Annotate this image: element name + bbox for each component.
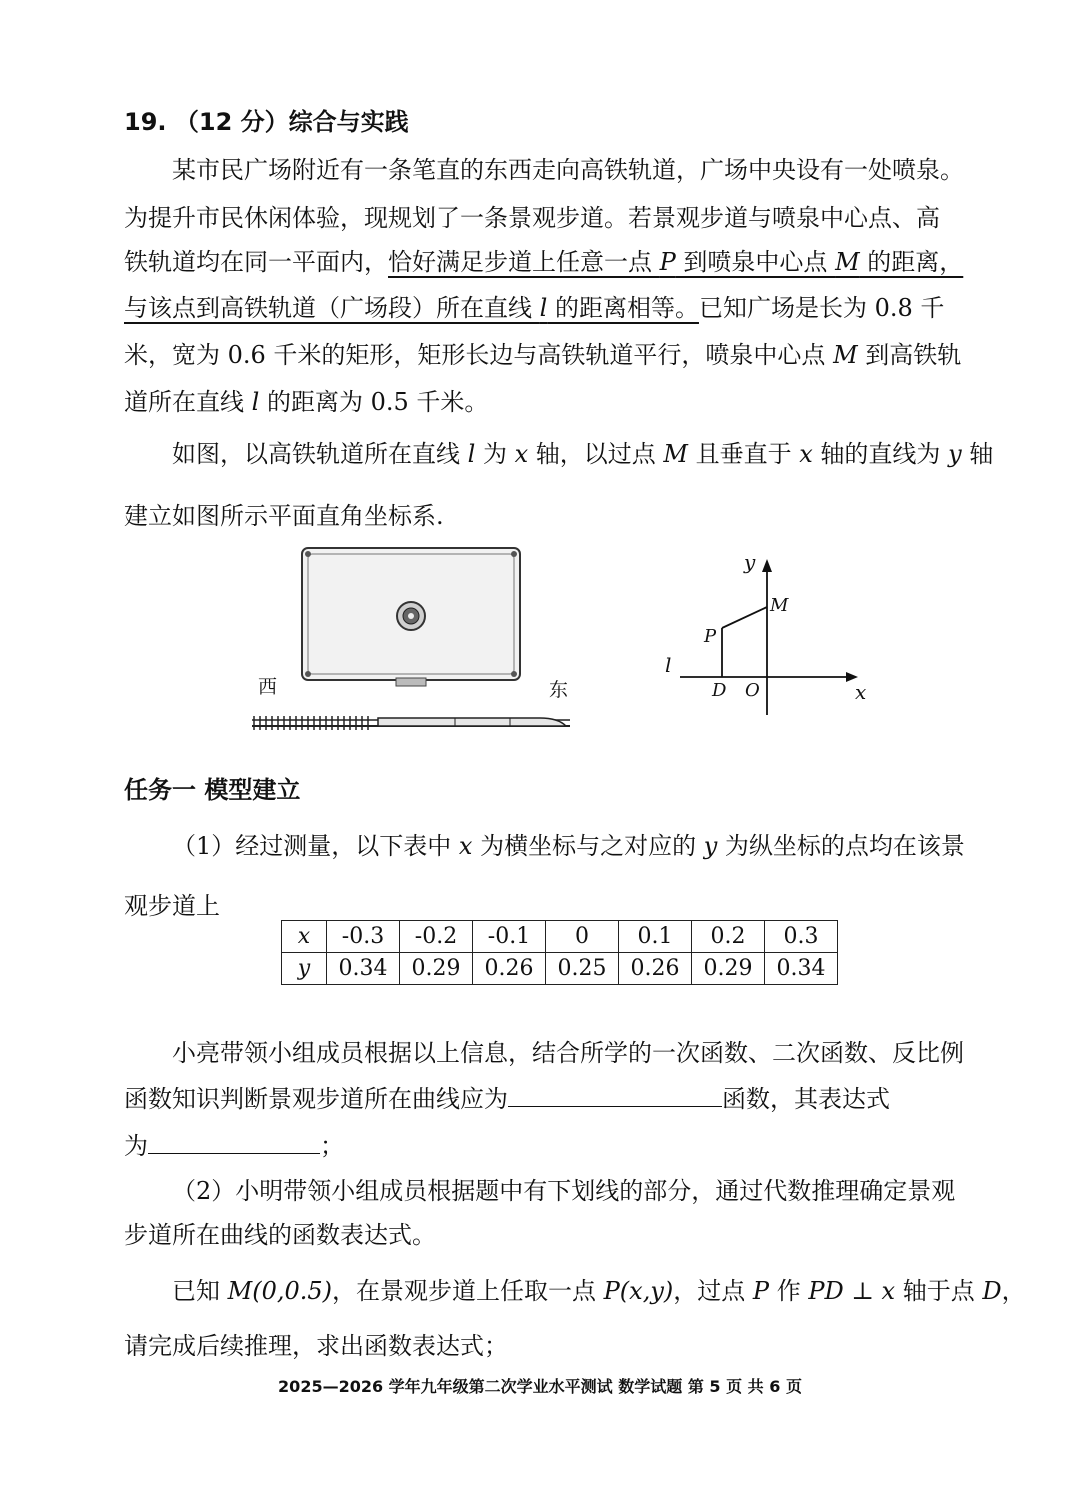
axis-label-x: x [855, 680, 867, 704]
table-header-y: y [282, 953, 327, 985]
table-cell: 0 [546, 921, 619, 953]
answer-blank-function-type[interactable] [508, 1082, 722, 1107]
train-icon [378, 718, 566, 726]
table-cell: 0.25 [546, 953, 619, 985]
q2-line-2: 步道所在曲线的函数表达式。 [124, 1221, 436, 1249]
table-cell: 0.26 [473, 953, 546, 985]
intro-line-3 [124, 246, 963, 278]
analysis-line-3: 为 ； [124, 1129, 344, 1162]
analysis-line-1: 小亮带领小组成员根据以上信息，结合所学的一次函数、二次函数、反比例 [172, 1039, 964, 1067]
point-label-o: O [745, 680, 760, 701]
page-footer: 2025—2026 学年九年级第二次学业水平测试 数学试题 第 5 页 共 6 页 [278, 1377, 802, 1396]
question-header [124, 106, 409, 138]
table-cell: 0.2 [692, 921, 765, 953]
table-cell: 0.29 [400, 953, 473, 985]
table-header-x: x [282, 921, 327, 953]
coordinate-diagram [660, 545, 880, 725]
q2-line-3: 已知 M(0,0.5)，在景观步道上任取一点 P(x,y)，过点 P 作 PD ⊥ x 轴于点 D， [172, 1277, 1026, 1305]
q2-line-1: （2）小明带领小组成员根据题中有下划线的部分，通过代数推理确定景观 [172, 1177, 956, 1205]
table-cell: 0.1 [619, 921, 692, 953]
q2-line-4: 请完成后续推理，求出函数表达式； [124, 1332, 508, 1360]
table-row-x [282, 921, 838, 953]
label-east: 东 [549, 679, 569, 701]
underlined-condition-a: 恰好满足步道上任意一点 P 到喷泉中心点 M 的距离， [388, 248, 964, 276]
task1-title: 任务一 模型建立 [124, 776, 301, 804]
answer-blank-expression[interactable] [148, 1129, 320, 1154]
table-cell: -0.1 [473, 921, 546, 953]
table-cell: 0.26 [619, 953, 692, 985]
intro-line-1: 某市民广场附近有一条笔直的东西走向高铁轨道，广场中央设有一处喷泉。 [172, 156, 964, 184]
point-label-m: M [770, 595, 789, 616]
intro-line-3-plain: 铁轨道均在同一平面内， [124, 248, 388, 276]
intro-line-4 [124, 292, 944, 324]
data-table [281, 920, 838, 985]
segment-pm [722, 607, 767, 628]
intro-line-6: 道所在直线 l 的距离为 0.5 千米。 [124, 388, 489, 416]
fountain-icon [397, 602, 425, 630]
table-cell: 0.29 [692, 953, 765, 985]
task1-q1-line-1: （1）经过测量，以下表中 x 为横坐标与之对应的 y 为纵坐标的点均在该景 [172, 832, 965, 860]
table-cell: 0.3 [765, 921, 838, 953]
table-cell: -0.3 [327, 921, 400, 953]
label-west: 西 [258, 676, 278, 698]
table-cell: 0.34 [327, 953, 400, 985]
line-label-l: l [665, 653, 672, 677]
setup-line-1: 如图，以高铁轨道所在直线 l 为 x 轴，以过点 M 且垂直于 x 轴的直线为 y 轴 [172, 440, 994, 468]
plaza-figure [240, 540, 600, 740]
analysis-line-2: 函数知识判断景观步道所在曲线应为 函数，其表达式 [124, 1082, 890, 1115]
table-cell: 0.34 [765, 953, 838, 985]
intro-line-4-rest: 已知广场是长为 0.8 千 [698, 294, 945, 322]
question-points-title: （12 分）综合与实践 [174, 108, 409, 136]
axis-label-y: y [744, 550, 756, 574]
table-cell: -0.2 [400, 921, 473, 953]
intro-line-2: 为提升市民休闲体验，现规划了一条景观步道。若景观步道与喷泉中心点、高 [124, 204, 940, 232]
point-label-d: D [712, 680, 727, 701]
table-row-y [282, 953, 838, 985]
point-label-p: P [704, 626, 717, 647]
setup-line-2: 建立如图所示平面直角坐标系. [124, 502, 444, 530]
intro-line-5: 米，宽为 0.6 千米的矩形，矩形长边与高铁轨道平行，喷泉中心点 M 到高铁轨 [124, 341, 962, 369]
underlined-condition-b: 与该点到高铁轨道（广场段）所在直线 l 的距离相等。 [124, 294, 699, 322]
question-number: 19. [124, 108, 167, 136]
task1-q1-line-2: 观步道上 [124, 892, 220, 920]
